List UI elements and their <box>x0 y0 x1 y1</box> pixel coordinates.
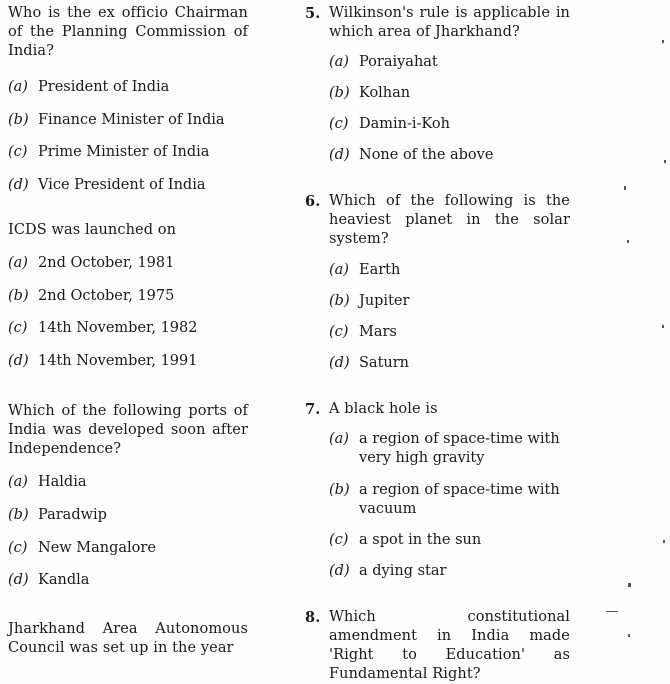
question-number: 6. <box>305 193 321 210</box>
option-a: (a) Haldia <box>8 474 87 490</box>
question-stem: Wilkinson's rule is applicable in which area of Jharkhand? <box>329 5 570 40</box>
question-number: 5. <box>305 5 321 22</box>
question-stem: Which constitutional amendment in India made 'Right to Education' as Fundamental Right? <box>329 609 570 682</box>
option-a: (a) Poraiyahat <box>329 54 438 70</box>
question-stem: Which of the following ports of India was developed soon after Independence? <box>8 403 248 457</box>
question-8 <box>305 608 570 684</box>
option-a: (a) 2nd October, 1981 <box>8 255 175 271</box>
option-d: (d) a dying star <box>329 563 447 579</box>
question-3 <box>8 402 248 588</box>
option-c: (c) 14th November, 1982 <box>8 320 198 336</box>
question-4 <box>8 620 248 658</box>
question-stem: A black hole is <box>329 401 438 417</box>
option-b: (b) Finance Minister of India <box>8 112 225 128</box>
question-number: 8. <box>305 609 321 626</box>
question-7 <box>305 400 570 579</box>
option-b: (b) Paradwip <box>8 507 107 523</box>
option-c: (c) Mars <box>329 324 397 340</box>
question-stem: Jharkhand Area Autonomous Council was set up in the year <box>8 621 248 656</box>
option-c: (c) Damin-i-Koh <box>329 116 450 132</box>
option-b: (b) Kolhan <box>329 85 411 101</box>
option-a: (a) President of India <box>8 79 170 95</box>
scan-speck <box>624 186 626 190</box>
question-2 <box>8 221 248 369</box>
question-stem: ICDS was launched on <box>8 222 177 238</box>
question-stem: Who is the ex officio Chairman of the Planning Commission of India? <box>8 5 248 59</box>
question-1 <box>8 4 248 193</box>
scan-speck <box>606 611 618 612</box>
option-a: (a) Earth <box>329 262 401 278</box>
scan-speck <box>662 325 664 328</box>
question-number: 7. <box>305 401 321 418</box>
scan-speck <box>628 583 631 587</box>
scan-speck <box>628 634 630 637</box>
option-d: (d) 14th November, 1991 <box>8 353 198 369</box>
scan-speck <box>627 240 629 243</box>
scan-speck <box>664 160 666 163</box>
option-c: (c) New Mangalore <box>8 540 156 556</box>
option-c: (c) Prime Minister of India <box>8 144 210 160</box>
scan-speck <box>662 40 664 43</box>
option-d: (d) Vice President of India <box>8 177 206 193</box>
option-b: (b) 2nd October, 1975 <box>8 288 175 304</box>
question-6 <box>305 192 570 371</box>
option-d: (d) Kandla <box>8 572 90 588</box>
option-b: (b) a region of space-time with vacuum <box>329 482 560 517</box>
option-b: (b) Jupiter <box>329 293 410 309</box>
question-stem: Which of the following is the heaviest planet in the solar system? <box>329 193 570 247</box>
option-a: (a) a region of space-time with very high gravity <box>329 431 560 466</box>
question-5 <box>305 4 570 163</box>
scan-speck <box>663 540 665 543</box>
option-c: (c) a spot in the sun <box>329 532 482 548</box>
option-d: (d) Saturn <box>329 355 410 371</box>
option-d: (d) None of the above <box>329 147 494 163</box>
